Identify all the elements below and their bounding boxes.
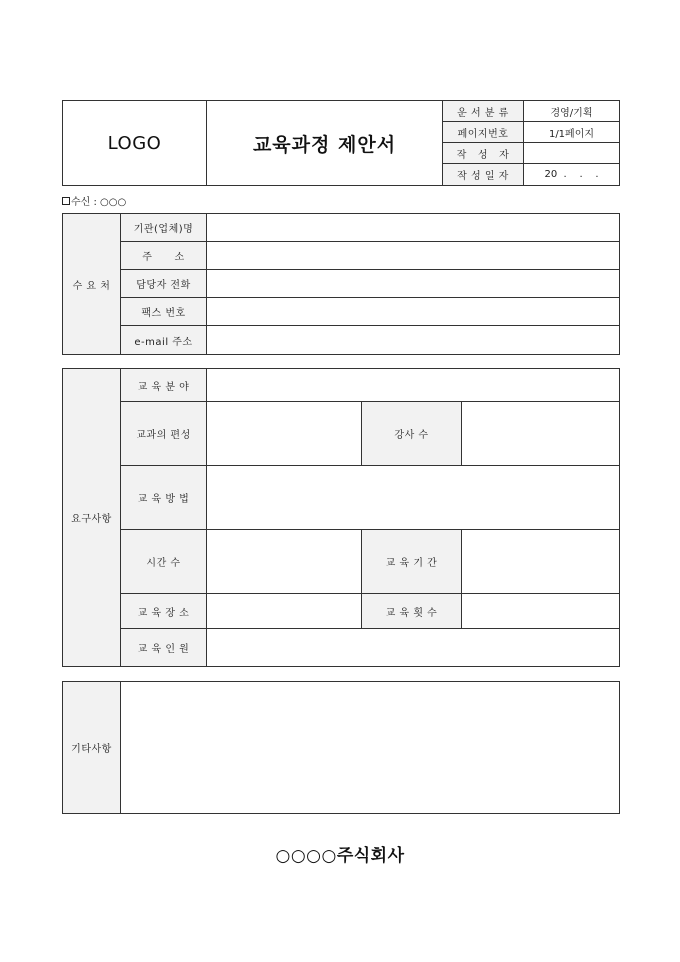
meta-label-author: 작 성 자 [443, 143, 524, 164]
req-label-sessions: 교 육 횟 수 [362, 594, 462, 629]
other-input[interactable] [121, 682, 620, 814]
meta-value-page[interactable]: 1/1페이지 [524, 122, 620, 143]
client-input-phone[interactable] [207, 270, 620, 298]
meta-value-category[interactable]: 경영/기획 [524, 101, 620, 122]
req-label-period: 교 육 기 간 [362, 530, 462, 594]
req-label-trainees: 교 육 인 원 [121, 629, 207, 667]
meta-value-date[interactable]: 20 . . . [524, 164, 620, 186]
recipient-value[interactable]: ○○○ [100, 197, 127, 208]
header-table [62, 100, 620, 186]
other-table [62, 681, 620, 814]
req-label-field: 교 육 분 야 [121, 369, 207, 402]
client-label-phone: 담당자 전화 [121, 270, 207, 298]
req-input-trainees[interactable] [207, 629, 620, 667]
client-input-email[interactable] [207, 326, 620, 355]
req-label-curriculum: 교과의 편성 [121, 402, 207, 466]
client-label-address: 주 소 [121, 242, 207, 270]
req-input-location[interactable] [207, 594, 362, 629]
document-title: 교육과정 제안서 [207, 101, 443, 186]
meta-label-category: 운 서 분 류 [443, 101, 524, 122]
client-section-label: 수 요 처 [63, 214, 121, 355]
logo: LOGO [63, 101, 207, 186]
checkbox-icon [62, 197, 70, 205]
meta-value-author[interactable] [524, 143, 620, 164]
requirements-section-label: 요구사항 [63, 369, 121, 667]
req-input-hours[interactable] [207, 530, 362, 594]
client-input-company[interactable] [207, 214, 620, 242]
recipient-prefix: 수신 : [71, 197, 101, 208]
footer-company-name: ○○○○주식회사 [275, 846, 405, 866]
req-label-hours: 시간 수 [121, 530, 207, 594]
client-input-address[interactable] [207, 242, 620, 270]
meta-label-page: 페이지번호 [443, 122, 524, 143]
client-table [62, 213, 620, 355]
other-section-label: 기타사항 [63, 682, 121, 814]
requirements-table [62, 368, 620, 667]
req-label-location: 교 육 장 소 [121, 594, 207, 629]
meta-label-date: 작 성 일 자 [443, 164, 524, 186]
req-input-curriculum[interactable] [207, 402, 362, 466]
req-input-method[interactable] [207, 466, 620, 530]
req-label-method: 교 육 방 법 [121, 466, 207, 530]
recipient-line [62, 193, 126, 208]
req-input-period[interactable] [462, 530, 620, 594]
req-input-instructors[interactable] [462, 402, 620, 466]
req-label-instructors: 강사 수 [362, 402, 462, 466]
client-label-company: 기관(업체)명 [121, 214, 207, 242]
client-label-fax: 팩스 번호 [121, 298, 207, 326]
client-label-email: e-mail 주소 [121, 326, 207, 355]
req-input-sessions[interactable] [462, 594, 620, 629]
client-input-fax[interactable] [207, 298, 620, 326]
req-input-field[interactable] [207, 369, 620, 402]
